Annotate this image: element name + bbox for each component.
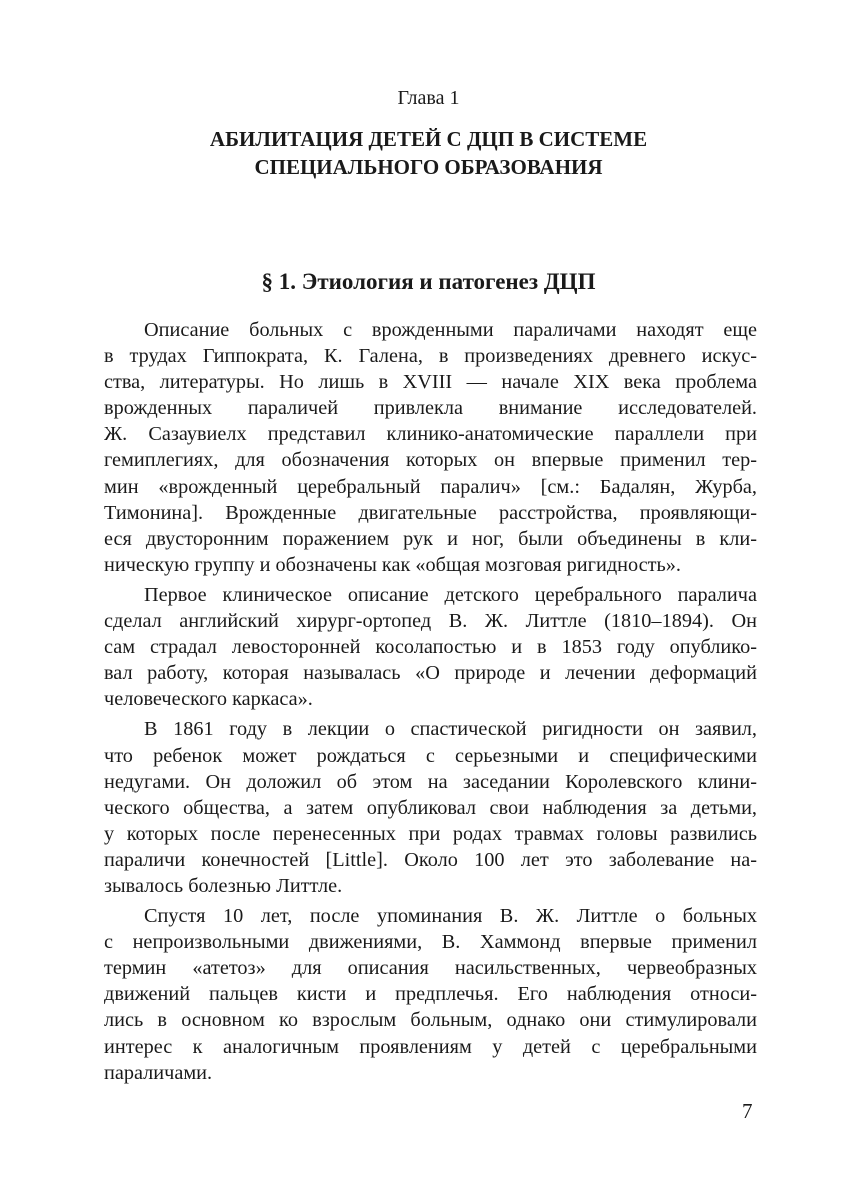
text-line: у которых после перенесенных при родах травмах головы развились [104,822,757,845]
text-line: мин «врожденный церебральный паралич» [см.: Бадалян, Журба, [104,475,757,498]
text-line: Первое клиническое описание детского церебрального паралича [144,583,757,606]
text-line: параличами. [104,1061,213,1084]
text-line: лись в основном ко взрослым больным, однако они стимулировали [104,1009,757,1032]
text-line: ческого общества, а затем опубликовал свои наблюдения за детьми, [104,796,757,819]
text-line: Ж. Сазаувиелх представил клинико-анатомические параллели при [104,423,757,446]
text-line: человеческого каркаса». [104,688,313,711]
text-line: движений пальцев кисти и предплечья. Его наблюдения относи- [104,983,757,1006]
text-line: ническую группу и обозначены как «общая мозговая ригидность». [104,553,681,576]
text-line: ства, литературы. Но лишь в XVIII — начале XIX века проблема [104,371,757,394]
paragraph [104,716,757,899]
text-line: Описание больных с врожденными параличами находят еще [144,319,757,341]
text-line: Спустя 10 лет, после упоминания В. Ж. Литтле о больных [144,905,757,928]
text-line: вал работу, которая называлась «О природе и лечении деформаций [104,662,757,685]
text-line: В 1861 году в лекции о спастической ригидности он заявил, [144,718,757,741]
text-line: сам страдал левосторонней косолапостью и в 1853 году опублико- [104,636,757,659]
chapter-title-line: АБИЛИТАЦИЯ ДЕТЕЙ С ДЦП В СИСТЕМЕ [209,127,648,151]
text-line: врожденных параличей привлекла внимание исследователей. [104,397,757,420]
text-line: термин «атетоз» для описания насильственных, червеобразных [104,957,757,980]
section-heading: § 1. Этиология и патогенез ДЦП [261,269,596,294]
paragraph [104,903,757,1086]
text-line: интерес к аналогичным проявлениям у детей с церебральными [104,1035,757,1058]
page-number: 7 [742,1099,753,1123]
paragraph [104,582,757,712]
text-line: в трудах Гиппократа, К. Галена, в произведениях древнего искус- [104,345,757,368]
text-line: сделал английский хирург-ортопед В. Ж. Литтле (1810–1894). Он [104,610,757,633]
paragraph [104,317,757,578]
text-line: гемиплегиях, для обозначения которых он впервые применил тер- [104,449,757,472]
chapter-title [0,125,857,181]
text-line: недугами. Он доложил об этом на заседании Королевского клини- [104,770,757,793]
chapter-title-line: СПЕЦИАЛЬНОГО ОБРАЗОВАНИЯ [254,155,603,179]
chapter-label: Глава 1 [397,87,460,109]
text-line: параличи конечностей [Little]. Около 100 лет это заболевание на- [104,848,757,871]
text-line: еся двусторонним поражением рук и ног, были объединены в кли- [104,527,757,550]
text-line: Тимонина]. Врожденные двигательные расстройства, проявляющи- [104,501,757,524]
body-text [104,317,757,1090]
text-line: зывалось болезнью Литтле. [104,874,343,897]
text-line: с непроизвольными движениями, В. Хаммонд впервые применил [104,931,757,954]
text-line: что ребенок может рождаться с серьезными и специфическими [104,744,757,767]
